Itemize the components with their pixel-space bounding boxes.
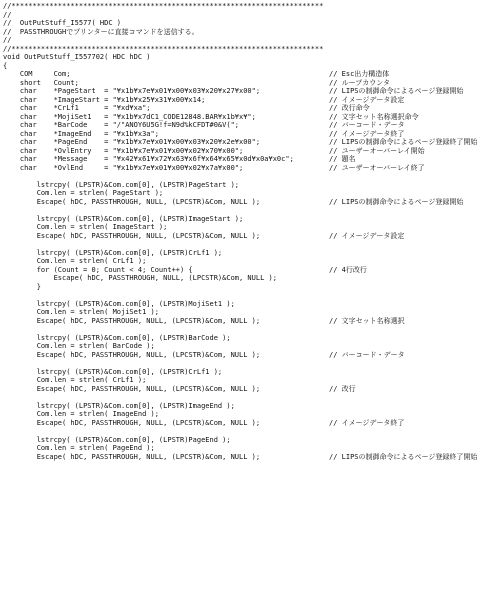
code-line	[3, 138, 497, 147]
code-comment: // LIPSの制御命令によるページ登録開始	[329, 197, 464, 206]
code-comment: // 文字セット名称選択命令	[329, 112, 419, 121]
code-text: Com.len = strlen( BarCode );	[3, 342, 155, 350]
code-text: char *PageEnd = "¥x1b¥x7e¥x01¥x00¥x03¥x20¥x2e¥x00";	[3, 138, 261, 146]
code-line	[3, 53, 497, 62]
code-line	[3, 376, 497, 385]
code-text: //**************************************************************************	[3, 44, 324, 53]
code-text: char *ImageStart = "¥x1b¥x25¥x31¥x00¥x14;	[3, 95, 206, 104]
code-line	[3, 427, 497, 436]
code-line	[3, 291, 497, 300]
code-line	[3, 308, 497, 317]
code-line	[3, 130, 497, 139]
code-line	[3, 410, 497, 419]
code-line	[3, 317, 497, 326]
code-text: lstrcpy( (LPSTR)&Com.com[0], (LPSTR)CrLf1 );	[3, 367, 223, 376]
code-line	[3, 257, 497, 266]
code-line	[3, 87, 497, 96]
code-text: //**************************************************************************	[3, 2, 324, 10]
code-line	[3, 2, 497, 11]
code-comment: // LIPSの制御命令によるページ登録終了開始	[329, 138, 478, 146]
code-line	[3, 283, 497, 292]
code-line	[3, 28, 497, 37]
code-line	[3, 385, 497, 394]
code-text: // PASSTHROUGHでプリンターに直接コマンドを送信する。	[3, 27, 199, 36]
code-comment: // バーコード・データ	[329, 350, 405, 359]
code-text: // OutPutStuff_I5577( HDC )	[3, 19, 122, 27]
code-line	[3, 206, 497, 215]
code-text: lstrcpy( (LPSTR)&Com.com[0], (LPSTR)PageStart );	[3, 180, 240, 189]
code-comment: // ユーザーオーバーレイ終了	[329, 163, 425, 172]
code-comment: // 改行	[329, 384, 356, 393]
code-text: //	[3, 36, 12, 44]
code-text: Escape( hDC, PASSTHROUGH, NULL, (LPCSTR)&Com, NULL );	[3, 350, 261, 359]
code-text: Com.len = strlen( ImageStart );	[3, 223, 168, 231]
code-text: char *OvlEntry = "¥x1b¥x7e¥x01¥x00¥x02¥x70¥x00";	[3, 146, 244, 155]
code-text: Com.len = strlen( PageStart );	[3, 189, 164, 197]
code-text: Escape( hDC, PASSTHROUGH, NULL, (LPCSTR)&Com, NULL );	[3, 274, 277, 282]
code-comment: // 題名	[329, 155, 356, 163]
code-text: char *OvlEnd = "¥x1b¥x7e¥x01¥x00¥x02¥x7a¥x00";	[3, 163, 244, 172]
code-text: char *PageStart = "¥x1b¥x7e¥x01¥x00¥x03¥x20¥x27¥x00";	[3, 87, 261, 95]
code-line	[3, 172, 497, 181]
code-line	[3, 121, 497, 130]
code-line	[3, 155, 497, 164]
code-line	[3, 189, 497, 198]
code-line	[3, 359, 497, 368]
code-line	[3, 300, 497, 309]
code-text: for (Count = 0; Count < 4; Count++) {	[3, 265, 193, 274]
code-comment: // 文字セット名称選択	[329, 316, 405, 325]
code-line	[3, 11, 497, 20]
code-text: char *MojiSet1 = "¥x1b¥x7dC1_CODE12848.BAR¥x1b¥x¥";	[3, 112, 256, 121]
code-line	[3, 36, 497, 45]
code-text: char *CrLf1 = "¥xd¥xa";	[3, 104, 151, 112]
code-line	[3, 274, 497, 283]
code-comment: // ループカウンタ	[329, 78, 390, 87]
code-line	[3, 113, 497, 122]
code-comment: // LIPSの制御命令によるページ登録開始	[329, 87, 464, 95]
code-comment: // LIPSの制御命令によるページ登録終了開始	[329, 452, 478, 461]
code-text: short Count;	[3, 78, 79, 87]
code-line	[3, 240, 497, 249]
code-text: lstrcpy( (LPSTR)&Com.com[0], (LPSTR)BarCode );	[3, 333, 231, 342]
code-line	[3, 351, 497, 360]
code-line	[3, 402, 497, 411]
code-line	[3, 325, 497, 334]
code-line	[3, 19, 497, 28]
source-code-listing	[3, 2, 497, 587]
code-text: Com.len = strlen( PageEnd );	[3, 444, 155, 452]
code-text: void OutPutStuff_I557702( HDC hDC )	[3, 53, 151, 61]
code-text: char *ImageEnd = "¥x1b¥x3a";	[3, 129, 159, 138]
code-line	[3, 70, 497, 79]
code-line	[3, 104, 497, 113]
code-text: Escape( hDC, PASSTHROUGH, NULL, (LPCSTR)&Com, NULL );	[3, 197, 261, 206]
code-line	[3, 368, 497, 377]
code-text: Escape( hDC, PASSTHROUGH, NULL, (LPCSTR)&Com, NULL );	[3, 231, 261, 240]
code-text: lstrcpy( (LPSTR)&Com.com[0], (LPSTR)PageEnd );	[3, 435, 231, 444]
code-line	[3, 453, 497, 462]
code-text: Com.len = strlen( CrLf1 );	[3, 257, 147, 265]
code-text: //	[3, 10, 12, 19]
code-comment: // イメージデータ設定	[329, 231, 405, 240]
code-line	[3, 266, 497, 275]
code-text: {	[3, 61, 8, 70]
code-line	[3, 393, 497, 402]
code-line	[3, 147, 497, 156]
code-comment: // イメージデータ終了	[329, 129, 405, 138]
code-line	[3, 334, 497, 343]
code-line	[3, 436, 497, 445]
code-line	[3, 215, 497, 224]
code-line	[3, 45, 497, 54]
code-text: Com.len = strlen( MojiSet1 );	[3, 308, 159, 316]
code-text: char *BarCode = "/"ANOY6U5G!f=N9d%kCFDT#0&V(";	[3, 121, 240, 129]
code-comment: // バーコード・データ	[329, 121, 405, 129]
code-line	[3, 181, 497, 190]
code-text: Escape( hDC, PASSTHROUGH, NULL, (LPCSTR)&Com, NULL );	[3, 316, 261, 325]
code-line	[3, 164, 497, 173]
code-text: Com.len = strlen( CrLf1 );	[3, 376, 147, 384]
code-text: lstrcpy( (LPSTR)&Com.com[0], (LPSTR)ImageEnd );	[3, 401, 235, 410]
code-line	[3, 198, 497, 207]
code-text: Escape( hDC, PASSTHROUGH, NULL, (LPCSTR)&Com, NULL );	[3, 418, 261, 427]
code-line	[3, 232, 497, 241]
code-line	[3, 249, 497, 258]
code-comment: // 4行改行	[329, 265, 367, 274]
code-comment: // Esc出力構造体	[329, 70, 390, 78]
code-line	[3, 223, 497, 232]
code-comment: // イメージデータ終了	[329, 418, 405, 427]
code-line	[3, 62, 497, 71]
code-text: Com.len = strlen( ImageEnd );	[3, 410, 159, 418]
code-line	[3, 96, 497, 105]
code-line	[3, 419, 497, 428]
code-text: Escape( hDC, PASSTHROUGH, NULL, (LPCSTR)&Com, NULL );	[3, 384, 261, 393]
code-comment: // ユーザーオーバーレイ開始	[329, 146, 425, 155]
code-text: char *Message = "¥x42¥x61¥x72¥x63¥x6f¥x64¥x65¥x0d¥x0a¥x0c";	[3, 155, 294, 163]
code-line	[3, 444, 497, 453]
code-line	[3, 79, 497, 88]
code-text: }	[3, 282, 41, 291]
code-text: lstrcpy( (LPSTR)&Com.com[0], (LPSTR)ImageStart );	[3, 214, 244, 223]
code-comment: // 改行命令	[329, 104, 370, 112]
code-text: lstrcpy( (LPSTR)&Com.com[0], (LPSTR)MojiSet1 );	[3, 299, 235, 308]
code-text: lstrcpy( (LPSTR)&Com.com[0], (LPSTR)CrLf1 );	[3, 248, 223, 257]
code-comment: // イメージデータ設定	[329, 95, 405, 104]
code-text: COM Com;	[3, 70, 71, 78]
code-text: Escape( hDC, PASSTHROUGH, NULL, (LPCSTR)&Com, NULL );	[3, 452, 261, 461]
code-line	[3, 342, 497, 351]
